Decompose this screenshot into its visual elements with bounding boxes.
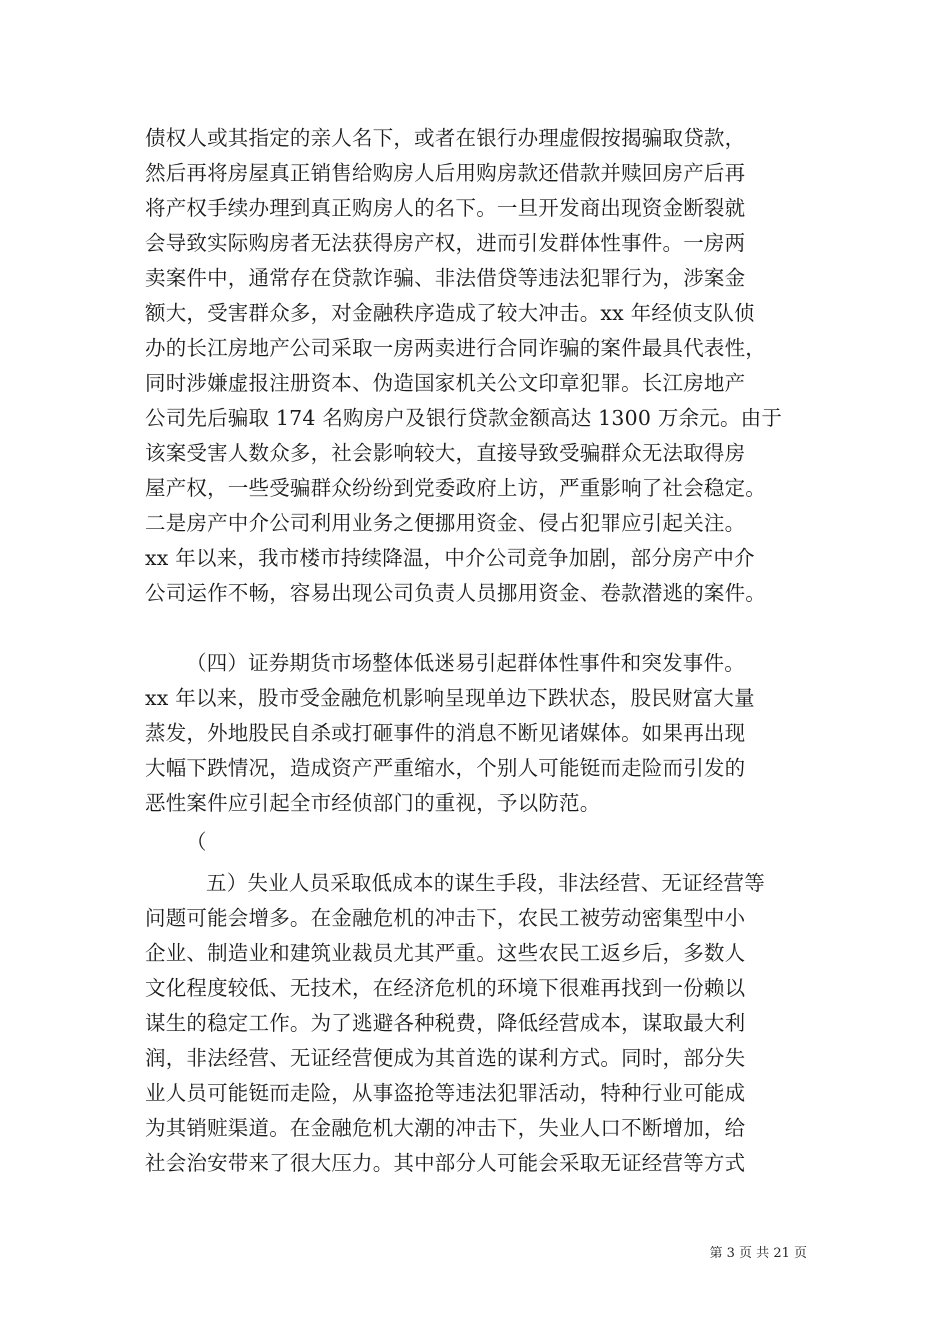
text-line: xx 年以来，股市受金融危机影响呈现单边下跌状态，股民财富大量 [145,686,755,710]
text-line: 企业、制造业和建筑业裁员尤其严重。这些农民工返乡后，多数人 [145,941,746,965]
text-line: 大幅下跌情况，造成资产严重缩水，个别人可能铤而走险而引发的 [145,756,746,780]
text-line: 业人员可能铤而走险，从事盗抢等违法犯罪活动，特种行业可能成 [145,1081,746,1105]
text-line: 会导致实际购房者无法获得房产权，进而引发群体性事件。一房两 [145,231,746,255]
text-line: 五）失业人员采取低成本的谋生手段，非法经营、无证经营等 [206,871,765,895]
text-line: 恶性案件应引起全市经侦部门的重视，予以防范。 [145,791,601,815]
text-line: 将产权手续办理到真正购房人的名下。一旦开发商出现资金断裂就 [145,196,746,220]
text-line: 办的长江房地产公司采取一房两卖进行合同诈骗的案件最具代表性， [145,336,766,360]
text-line: 然后再将房屋真正销售给购房人后用购房款还借款并赎回房产后再 [145,161,746,185]
text-line: （ [186,830,207,854]
text-line: 社会治安带来了很大压力。其中部分人可能会采取无证经营等方式 [145,1151,746,1175]
text-line: 公司运作不畅，容易出现公司负责人员挪用资金、卷款潜逃的案件。 [145,581,766,605]
text-line: 公司先后骗取 174 名购房户及银行贷款金额高达 1300 万余元。由于 [145,406,783,430]
text-line: 为其销赃渠道。在金融危机大潮的冲击下，失业人口不断增加，给 [145,1116,746,1140]
text-line: 卖案件中，通常存在贷款诈骗、非法借贷等违法犯罪行为，涉案金 [145,266,746,290]
text-line: xx 年以来，我市楼市持续降温，中介公司竞争加剧，部分房产中介 [145,546,755,570]
text-line: 额大，受害群众多，对金融秩序造成了较大冲击。xx 年经侦支队侦 [145,301,755,325]
paragraph-open-paren [145,825,815,860]
paragraph-unemployment [145,866,815,1181]
text-line: 屋产权，一些受骗群众纷纷到党委政府上访，严重影响了社会稳定。 [145,476,766,500]
text-line: （四）证券期货市场整体低迷易引起群体性事件和突发事件。 [186,651,745,675]
text-line: 问题可能会增多。在金融危机的冲击下，农民工被劳动密集型中小 [145,906,746,930]
text-line: 债权人或其指定的亲人名下，或者在银行办理虚假按揭骗取贷款， [145,126,746,150]
page-number: 第 3 页 共 21 页 [709,1246,807,1261]
paragraph-securities [145,646,815,821]
text-line: 谋生的稳定工作。为了逃避各种税费，降低经营成本，谋取最大利 [145,1011,746,1035]
text-line: 二是房产中介公司利用业务之便挪用资金、侵占犯罪应引起关注。 [145,511,746,535]
text-line: 该案受害人数众多，社会影响较大，直接导致受骗群众无法取得房 [145,441,746,465]
text-line: 同时涉嫌虚报注册资本、伪造国家机关公文印章犯罪。长江房地产 [145,371,746,395]
text-line: 文化程度较低、无技术，在经济危机的环境下很难再找到一份赖以 [145,976,746,1000]
paragraph-real-estate [145,121,815,611]
text-line: 润，非法经营、无证经营便成为其首选的谋利方式。同时，部分失 [145,1046,746,1070]
text-line: 蒸发，外地股民自杀或打砸事件的消息不断见诸媒体。如果再出现 [145,721,746,745]
